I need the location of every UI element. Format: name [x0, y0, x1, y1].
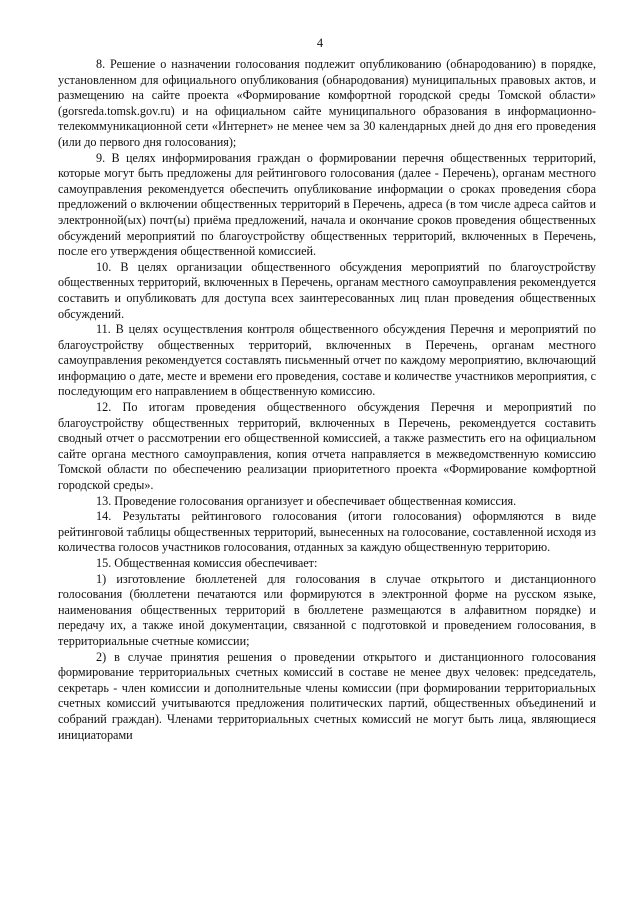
paragraph-14: 14. Результаты рейтингового голосования (итоги голосования) оформляются в виде рейтинговой таблицы общественных территорий, вынесенных на голосование, составленной исходя из количества голосов участников голосования, отданных за каждую общественную территорию.: [58, 509, 596, 555]
paragraph-12: 12. По итогам проведения общественного обсуждения Перечня и мероприятий по благоустройству общественных территорий, включенных в Перечень, рекомендуется составить сводный отчет о рассмотрении его общественной комиссией, а также разместить его на официальном сайте органа местного самоуправления, копия отчета направляется в межведомственную комиссию Томской области по обеспечению реализации приоритетного проекта «Формирование комфортной городской среды».: [58, 400, 596, 493]
paragraph-9: 9. В целях информирования граждан о формировании перечня общественных территорий, которые могут быть предложены для рейтингового голосования (далее - Перечень), органам местного самоуправления рекомендуется обеспечить опубликование информации о сроках проведения сбора предложений о включении общественных территорий в Перечень, адреса (в том числе адреса сайтов и электронной(ых) почт(ы) приёма предложений, начала и окончание сроков проведения общественных обсуждений мероприятий по благоустройству общественных территорий, включенных в Перечень, после его утверждения общественной комиссией.: [58, 150, 596, 259]
page-number: 4: [316, 36, 324, 50]
document-body: [58, 57, 596, 743]
paragraph-10: 10. В целях организации общественного обсуждения мероприятий по благоустройству общественных территорий, включенных в Перечень, органам местного самоуправления рекомендуется составить и опубликовать для доступа всех заинтересованных лиц план проведения общественных обсуждений.: [58, 259, 596, 321]
paragraph-8: 8. Решение о назначении голосования подлежит опубликованию (обнародованию) в порядке, установленном для официального опубликования (обнародования) муниципальных правовых актов, и размещению на сайте проекта «Формирование комфортной городской среды Томской области» (gorsreda.tomsk.gov.ru) и на официальном сайте муниципального образования в информационно-телекоммуникационной сети «Интернет» не менее чем за 30 календарных дней до дня его проведения (или до первого дня голосования);: [58, 57, 596, 149]
paragraph-15-item-1: 1) изготовление бюллетеней для голосования в случае открытого и дистанционного голосования (бюллетени печатаются или формируются в электронной форме на русском языке, наименования общественных территорий в бюллетене размещаются в алфавитном порядке) и передачу их, а также иной документации, связанной с подготовкой и проведением голосования, в территориальные счетные комиссии;: [58, 571, 596, 648]
paragraph-15: 15. Общественная комиссия обеспечивает:: [96, 556, 318, 570]
paragraph-11: 11. В целях осуществления контроля общественного обсуждения Перечня и мероприятий по благоустройству общественных территорий, включенных в Перечень, органам местного самоуправления рекомендуется составлять письменный отчет по каждому мероприятию, включающий информацию о дате, месте и времени его проведения, составе и количестве участников мероприятия, с последующим его направлением в общественную комиссию.: [58, 322, 596, 399]
paragraph-15-item-2: 2) в случае принятия решения о проведении открытого и дистанционного голосования формирование территориальных счетных комиссий в составе не менее двух человек: председатель, секретарь - член комиссии и дополнительные члены комиссии (при формировании территориальных счетных комиссий учитываются предложения политических партий, общественных объединений и собраний граждан). Членами территориальных счетных комиссий не могут быть лица, являющиеся инициаторами: [58, 649, 596, 742]
paragraph-13: 13. Проведение голосования организует и обеспечивает общественная комиссия.: [96, 493, 517, 508]
